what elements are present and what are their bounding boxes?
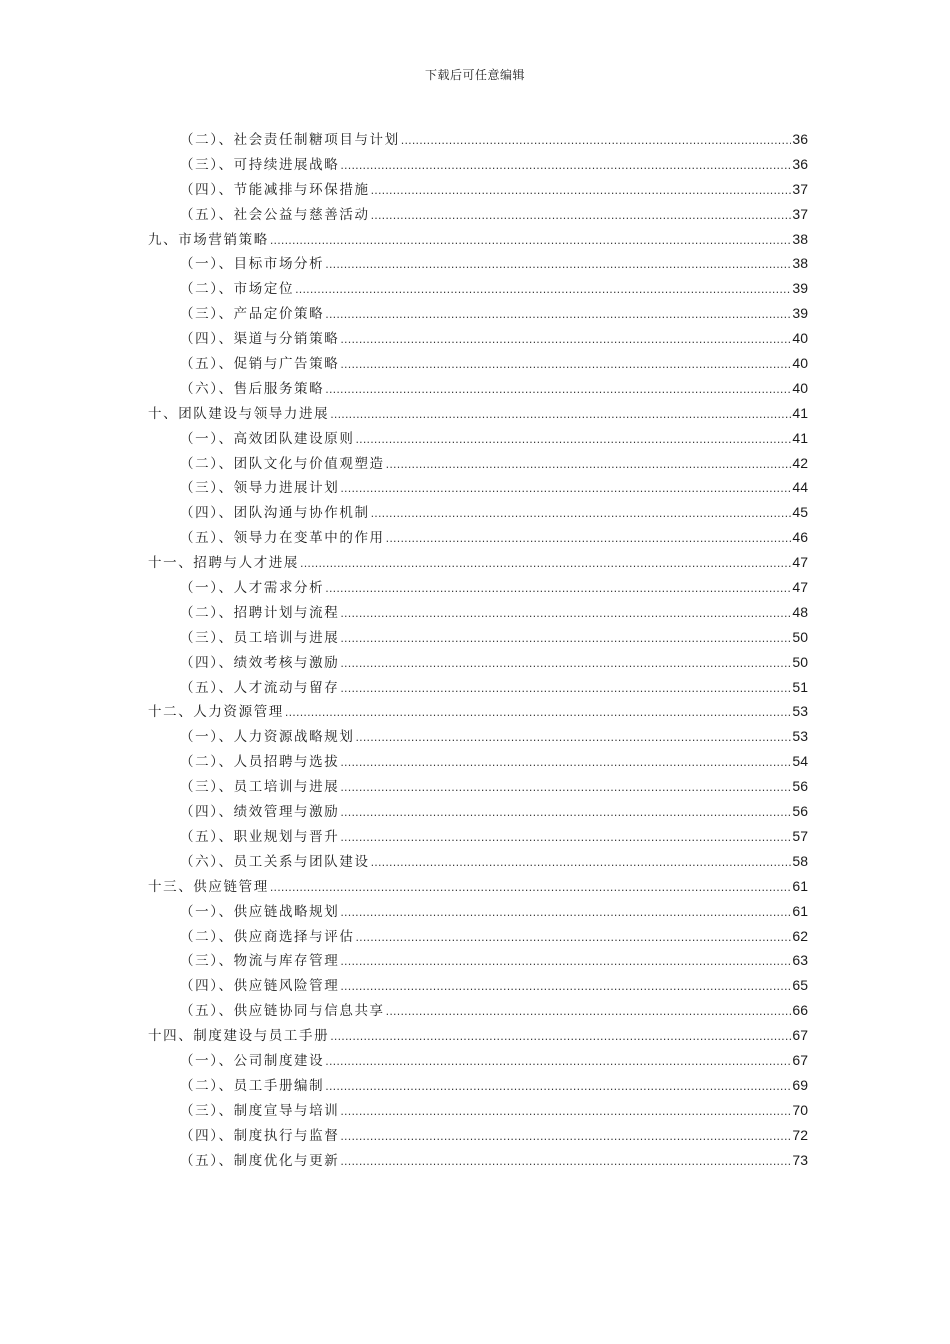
toc-page-number: 39 xyxy=(792,280,808,297)
toc-section-entry[interactable] xyxy=(148,127,808,152)
toc-section-entry[interactable] xyxy=(148,948,808,973)
toc-section-entry[interactable] xyxy=(148,625,808,650)
toc-entry-title: （六）、售后服务策略 xyxy=(180,380,325,397)
toc-chapter-entry[interactable] xyxy=(148,699,808,724)
toc-chapter-entry[interactable] xyxy=(148,227,808,252)
toc-section-entry[interactable] xyxy=(148,774,808,799)
toc-page-number: 69 xyxy=(792,1076,808,1093)
toc-entry-title: （一）、人才需求分析 xyxy=(180,580,325,597)
toc-section-entry[interactable] xyxy=(148,475,808,500)
toc-entry-title: 十二、人力资源管理 xyxy=(148,704,284,721)
toc-entry-title: （四）、绩效管理与激励 xyxy=(180,804,340,821)
toc-page-number: 56 xyxy=(792,803,808,820)
toc-section-entry[interactable] xyxy=(148,1048,808,1073)
toc-dot-leader xyxy=(270,229,792,254)
toc-entry-title: （二）、团队文化与价值观塑造 xyxy=(180,455,385,472)
toc-page-number: 47 xyxy=(792,554,808,571)
toc-page-number: 53 xyxy=(792,703,808,720)
toc-dot-leader xyxy=(340,975,791,1000)
toc-section-entry[interactable] xyxy=(148,177,808,202)
toc-page-number: 46 xyxy=(792,529,808,546)
toc-dot-leader xyxy=(340,677,791,702)
toc-dot-leader xyxy=(300,552,791,577)
toc-dot-leader xyxy=(340,477,791,502)
toc-page-number: 67 xyxy=(792,1027,808,1044)
toc-dot-leader xyxy=(340,602,791,627)
toc-dot-leader xyxy=(285,701,792,726)
toc-page-number: 41 xyxy=(792,429,808,446)
toc-section-entry[interactable] xyxy=(148,351,808,376)
toc-entry-title: （四）、团队沟通与协作机制 xyxy=(180,505,370,522)
toc-dot-leader xyxy=(340,627,791,652)
toc-section-entry[interactable] xyxy=(148,500,808,525)
toc-dot-leader xyxy=(325,378,791,403)
toc-page-number: 36 xyxy=(792,131,808,147)
toc-entry-title: （三）、可持续进展战略 xyxy=(180,156,340,173)
toc-entry-title: （二）、市场定位 xyxy=(180,281,295,298)
toc-section-entry[interactable] xyxy=(148,749,808,774)
toc-entry-title: （二）、员工手册编制 xyxy=(180,1077,325,1094)
toc-page-number: 40 xyxy=(792,330,808,347)
toc-page-number: 38 xyxy=(792,230,808,247)
toc-dot-leader xyxy=(325,577,791,602)
toc-section-entry[interactable] xyxy=(148,276,808,301)
toc-entry-title: （一）、供应链战略规划 xyxy=(180,903,340,920)
toc-entry-title: （一）、目标市场分析 xyxy=(180,256,325,273)
page-header: 下载后可任意编辑 xyxy=(424,68,525,82)
toc-section-entry[interactable] xyxy=(148,724,808,749)
toc-page-number: 61 xyxy=(792,902,808,919)
toc-entry-title: 十一、招聘与人才进展 xyxy=(148,555,299,572)
toc-entry-title: （五）、领导力在变革中的作用 xyxy=(180,530,385,547)
toc-entry-title: （四）、绩效考核与激励 xyxy=(180,654,340,671)
toc-section-entry[interactable] xyxy=(148,1148,808,1173)
toc-page-number: 38 xyxy=(792,255,808,272)
toc-section-entry[interactable] xyxy=(148,451,808,476)
toc-section-entry[interactable] xyxy=(148,650,808,675)
toc-dot-leader xyxy=(340,353,791,378)
toc-dot-leader xyxy=(330,403,791,428)
toc-entry-title: （五）、促销与广告策略 xyxy=(180,356,340,373)
toc-section-entry[interactable] xyxy=(148,202,808,227)
toc-section-entry[interactable] xyxy=(148,1073,808,1098)
toc-dot-leader xyxy=(340,1100,791,1125)
toc-dot-leader xyxy=(340,826,791,851)
toc-entry-title: （二）、社会责任制糖项目与计划 xyxy=(180,132,400,148)
toc-entry-title: （三）、员工培训与进展 xyxy=(180,779,340,796)
toc-page-number: 65 xyxy=(792,977,808,994)
toc-dot-leader xyxy=(371,204,792,229)
toc-section-entry[interactable] xyxy=(148,575,808,600)
toc-page-number: 57 xyxy=(792,827,808,844)
toc-section-entry[interactable] xyxy=(148,799,808,824)
toc-entry-title: （一）、人力资源战略规划 xyxy=(180,729,355,746)
toc-entry-title: （三）、制度宣导与培训 xyxy=(180,1102,340,1119)
toc-dot-leader xyxy=(340,154,791,179)
toc-entry-title: （四）、供应链风险管理 xyxy=(180,978,340,995)
toc-dot-leader xyxy=(325,253,791,278)
toc-page-number: 61 xyxy=(792,877,808,894)
toc-page-number: 62 xyxy=(792,927,808,944)
toc-dot-leader xyxy=(340,328,791,353)
toc-dot-leader xyxy=(340,751,791,776)
toc-dot-leader xyxy=(386,527,792,552)
toc-dot-leader xyxy=(340,1150,791,1175)
toc-dot-leader xyxy=(340,776,791,801)
toc-dot-leader xyxy=(340,1125,791,1150)
toc-page-number: 70 xyxy=(792,1101,808,1118)
toc-entry-title: （三）、产品定价策略 xyxy=(180,306,325,323)
table-of-contents xyxy=(148,127,808,1172)
toc-entry-title: （二）、人员招聘与选拔 xyxy=(180,754,340,771)
toc-entry-title: （五）、供应链协同与信息共享 xyxy=(180,1003,385,1020)
toc-dot-leader xyxy=(355,726,791,751)
toc-page-number: 67 xyxy=(792,1051,808,1068)
toc-page-number: 58 xyxy=(792,852,808,869)
toc-entry-title: 十三、供应链管理 xyxy=(148,878,269,895)
toc-page-number: 36 xyxy=(792,155,808,172)
toc-page-number: 54 xyxy=(792,753,808,770)
toc-section-entry[interactable] xyxy=(148,998,808,1023)
toc-entry-title: （六）、员工关系与团队建设 xyxy=(180,853,370,870)
toc-section-entry[interactable] xyxy=(148,251,808,276)
toc-entry-title: （五）、社会公益与慈善活动 xyxy=(180,206,370,223)
toc-chapter-entry[interactable] xyxy=(148,550,808,575)
toc-entry-title: （五）、职业规划与晋升 xyxy=(180,828,340,845)
toc-entry-title: （五）、制度优化与更新 xyxy=(180,1152,340,1169)
toc-section-entry[interactable] xyxy=(148,1098,808,1123)
toc-page-number: 40 xyxy=(792,355,808,372)
toc-dot-leader xyxy=(340,901,791,926)
toc-dot-leader xyxy=(340,652,791,677)
toc-dot-leader xyxy=(386,1000,792,1025)
toc-entry-title: （三）、物流与库存管理 xyxy=(180,953,340,970)
toc-section-entry[interactable] xyxy=(148,376,808,401)
toc-page-number: 51 xyxy=(792,678,808,695)
toc-entry-title: （二）、供应商选择与评估 xyxy=(180,928,355,945)
toc-page-number: 37 xyxy=(792,205,808,222)
toc-dot-leader xyxy=(325,303,791,328)
toc-entry-title: （三）、员工培训与进展 xyxy=(180,629,340,646)
toc-dot-leader xyxy=(401,129,792,154)
toc-page-number: 50 xyxy=(792,653,808,670)
toc-entry-title: （四）、渠道与分销策略 xyxy=(180,331,340,348)
toc-entry-title: （三）、领导力进展计划 xyxy=(180,480,340,497)
toc-dot-leader xyxy=(371,851,792,876)
toc-entry-title: （一）、高效团队建设原则 xyxy=(180,430,355,447)
toc-page-number: 66 xyxy=(792,1002,808,1019)
toc-dot-leader xyxy=(295,278,791,303)
toc-page-number: 45 xyxy=(792,504,808,521)
toc-dot-leader xyxy=(371,502,792,527)
toc-entry-title: （四）、节能减排与环保措施 xyxy=(180,181,370,198)
toc-entry-title: 十、团队建设与领导力进展 xyxy=(148,405,330,422)
toc-section-entry[interactable] xyxy=(148,973,808,998)
toc-entry-title: （四）、制度执行与监督 xyxy=(180,1127,340,1144)
toc-dot-leader xyxy=(340,801,791,826)
toc-page-number: 53 xyxy=(792,728,808,745)
toc-section-entry[interactable] xyxy=(148,301,808,326)
toc-section-entry[interactable] xyxy=(148,1123,808,1148)
toc-page-number: 56 xyxy=(792,778,808,795)
toc-entry-title: （五）、人才流动与留存 xyxy=(180,679,340,696)
toc-page-number: 72 xyxy=(792,1126,808,1143)
toc-entry-title: 九、市场营销策略 xyxy=(148,231,269,248)
toc-page-number: 73 xyxy=(792,1151,808,1168)
toc-page-number: 63 xyxy=(792,952,808,969)
toc-section-entry[interactable] xyxy=(148,426,808,451)
toc-entry-title: 十四、制度建设与员工手册 xyxy=(148,1028,330,1045)
toc-section-entry[interactable] xyxy=(148,525,808,550)
toc-section-entry[interactable] xyxy=(148,924,808,949)
toc-dot-leader xyxy=(270,876,792,901)
toc-page-number: 41 xyxy=(792,404,808,421)
toc-section-entry[interactable] xyxy=(148,600,808,625)
toc-chapter-entry[interactable] xyxy=(148,401,808,426)
toc-dot-leader xyxy=(355,428,791,453)
toc-entry-title: （一）、公司制度建设 xyxy=(180,1052,325,1069)
toc-dot-leader xyxy=(330,1025,791,1050)
toc-page-number: 42 xyxy=(792,454,808,471)
toc-section-entry[interactable] xyxy=(148,152,808,177)
toc-section-entry[interactable] xyxy=(148,899,808,924)
toc-page-number: 37 xyxy=(792,180,808,197)
toc-section-entry[interactable] xyxy=(148,849,808,874)
toc-section-entry[interactable] xyxy=(148,326,808,351)
toc-dot-leader xyxy=(325,1050,791,1075)
toc-dot-leader xyxy=(355,926,791,951)
toc-page-number: 44 xyxy=(792,479,808,496)
toc-page-number: 39 xyxy=(792,305,808,322)
toc-chapter-entry[interactable] xyxy=(148,1023,808,1048)
toc-dot-leader xyxy=(340,950,791,975)
toc-chapter-entry[interactable] xyxy=(148,874,808,899)
toc-section-entry[interactable] xyxy=(148,824,808,849)
toc-dot-leader xyxy=(371,179,792,204)
toc-page-number: 50 xyxy=(792,628,808,645)
toc-dot-leader xyxy=(325,1075,791,1100)
toc-page-number: 48 xyxy=(792,603,808,620)
toc-section-entry[interactable] xyxy=(148,675,808,700)
toc-page-number: 40 xyxy=(792,379,808,396)
toc-dot-leader xyxy=(386,453,792,478)
toc-page-number: 47 xyxy=(792,579,808,596)
toc-entry-title: （二）、招聘计划与流程 xyxy=(180,604,340,621)
